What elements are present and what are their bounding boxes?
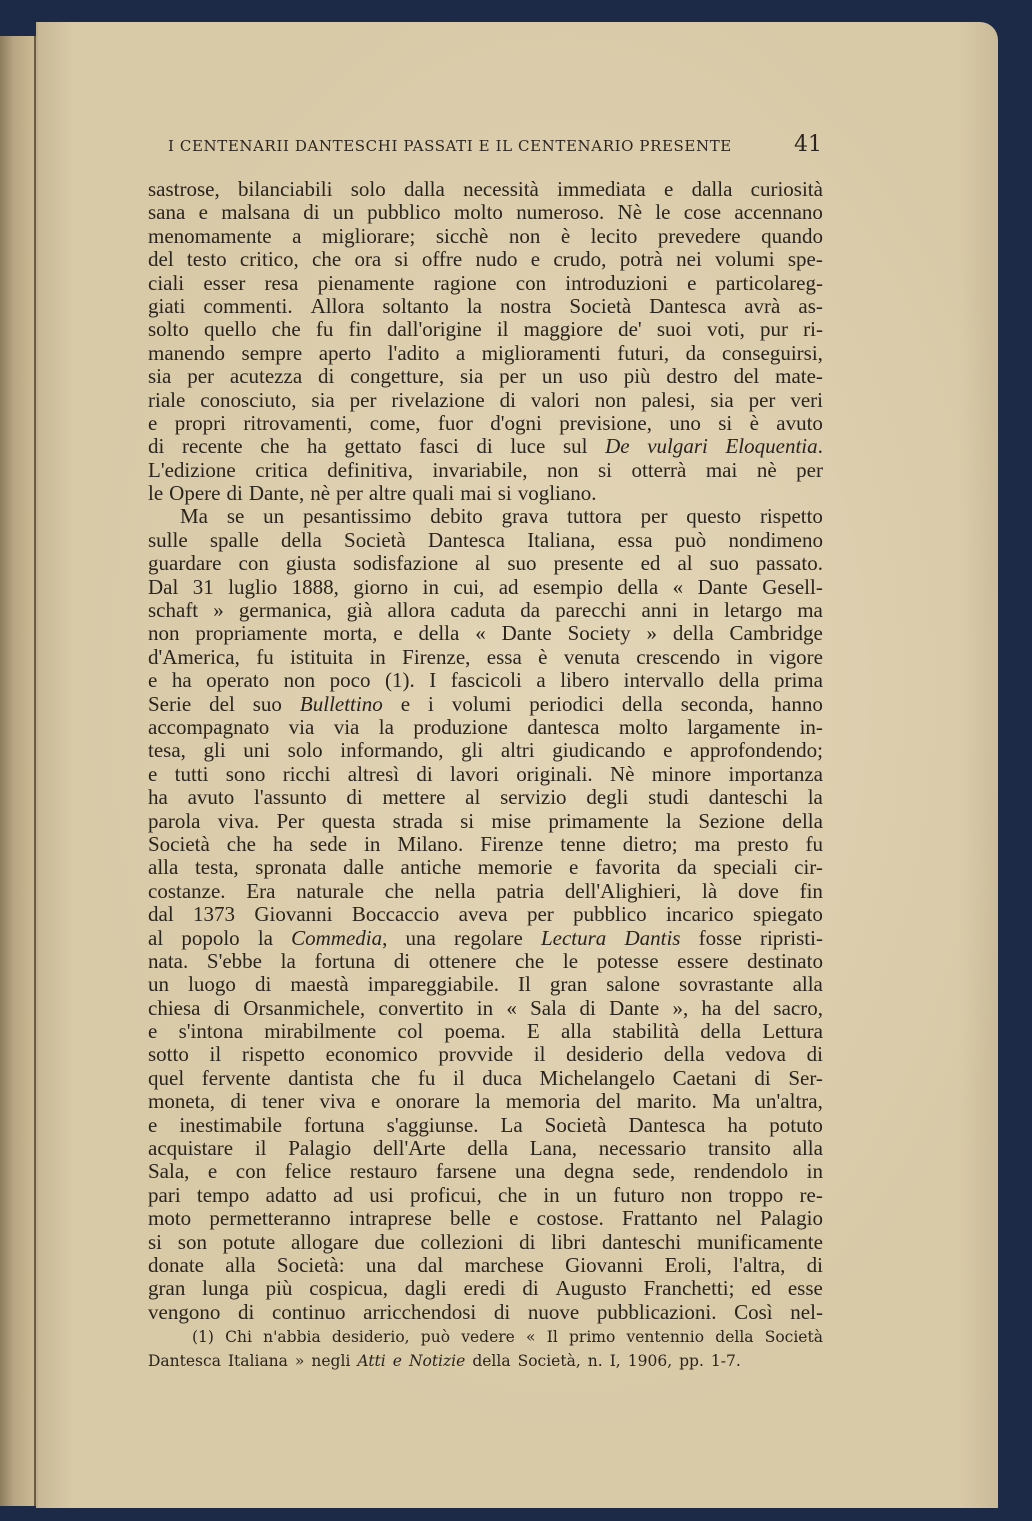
text-line: sulle spalle della Società Dantesca Italiana, essa può nondimeno: [148, 527, 823, 552]
text-line: acquistare il Palagio dell'Arte della Lana, necessario transito alla: [148, 1136, 823, 1161]
text-line: quel fervente dantista che fu il duca Michelangelo Caetani di Ser-: [148, 1065, 823, 1090]
page-number: 41: [794, 132, 822, 157]
text-line: e s'intona mirabilmente col poema. E alla stabilità della Lettura: [148, 1019, 823, 1044]
facing-page-edge: [0, 36, 36, 1506]
text-line: accompagnato via via la produzione dantesca molto largamente in-: [148, 714, 823, 739]
text-line: tesa, gli uni solo informando, gli altri giudicando e approfondendo;: [148, 738, 823, 763]
running-head: I CENTENARII DANTESCHI PASSATI E IL CENTENARIO PRESENTE: [168, 137, 732, 155]
text-line: vengono di continuo arricchendosi di nuove pubblicazioni. Così nel-: [148, 1299, 823, 1324]
text-line: al popolo la Commedia, una regolare Lectura Dantis fosse ripristi-: [148, 925, 823, 950]
text-line: guardare con giusta sodisfazione al suo presente ed al suo passato.: [148, 551, 823, 576]
text-line: riale conosciuto, sia per rivelazione di valori non palesi, sia per veri: [148, 387, 823, 412]
text-line: si son potute allogare due collezioni di libri danteschi munificamente: [148, 1229, 823, 1254]
text-line: Sala, e con felice restauro farsene una degna sede, rendendolo in: [148, 1159, 823, 1184]
text-line: Società che ha sede in Milano. Firenze tenne dietro; ma presto fu: [148, 831, 823, 856]
text-line: e inestimabile fortuna s'aggiunse. La Società Dantesca ha potuto: [148, 1112, 823, 1137]
page-header: [168, 134, 822, 160]
text-line: non propriamente morta, e della « Dante Society » della Cambridge: [148, 621, 823, 646]
text-line: di recente che ha gettato fasci di luce sul De vulgari Eloquentia.: [148, 434, 823, 459]
text-line: d'America, fu istituita in Firenze, essa è venuta crescendo in vigore: [148, 644, 823, 669]
text-line: e propri ritrovamenti, come, fuor d'ogni previsione, uno si è avuto: [148, 410, 823, 435]
text-line: Dal 31 luglio 1888, giorno in cui, ad esempio della « Dante Gesell-: [148, 574, 823, 599]
text-line: ha avuto l'assunto di mettere al servizio degli studi danteschi la: [148, 785, 823, 810]
text-line: moto permetteranno intraprese belle e costose. Frattanto nel Palagio: [148, 1206, 823, 1231]
text-line: sastrose, bilanciabili solo dalla necessità immediata e dalla curiosità: [148, 177, 823, 201]
text-line: schaft » germanica, già allora caduta da parecchi anni in letargo ma: [148, 598, 823, 623]
text-line: le Opere di Dante, nè per altre quali mai si vogliano.: [148, 481, 597, 506]
text-line: un luogo di maestà impareggiabile. Il gran salone sovrastante alla: [148, 972, 823, 997]
text-line: del testo critico, che ora si offre nudo e crudo, potrà nei volumi spe-: [148, 247, 823, 272]
text-line: ciali esser resa pienamente ragione con introduzioni e particolareg-: [148, 270, 823, 295]
text-line: costanze. Era naturale che nella patria dell'Alighieri, là dove fin: [148, 878, 823, 903]
text-line: dal 1373 Giovanni Boccaccio aveva per pubblico incarico spiegato: [148, 902, 823, 927]
text-line: giati commenti. Allora soltanto la nostra Società Dantesca avrà as-: [148, 293, 823, 318]
text-line: chiesa di Orsanmichele, convertito in « Sala di Dante », ha del sacro,: [148, 995, 823, 1020]
text-line: nata. S'ebbe la fortuna di ottenere che le potesse essere destinato: [148, 948, 823, 973]
text-line: menomamente a migliorare; sicchè non è lecito prevedere quando: [148, 223, 823, 248]
text-line: parola viva. Per questa strada si mise primamente la Sezione della: [148, 808, 823, 833]
body-text: [148, 178, 823, 1324]
text-line: moneta, di tener viva e onorare la memoria del marito. Ma un'altra,: [148, 1089, 823, 1114]
text-line: manendo sempre aperto l'adito a miglioramenti futuri, da conseguirsi,: [148, 340, 823, 365]
text-line: gran lunga più cospicua, dagli eredi di Augusto Franchetti; ed esse: [148, 1276, 823, 1301]
text-line: sana e malsana di un pubblico molto numeroso. Nè le cose accennano: [148, 200, 823, 225]
text-line: pari tempo adatto ad usi proficui, che in un futuro non troppo re-: [148, 1182, 823, 1207]
text-line: e ha operato non poco (1). I fascicoli a libero intervallo della prima: [148, 668, 823, 693]
text-line: L'edizione critica definitiva, invariabile, non si otterrà mai nè per: [148, 457, 823, 482]
text-line: sotto il rispetto economico provvide il desiderio della vedova di: [148, 1042, 823, 1067]
text-line: e tutti sono ricchi altresì di lavori originali. Nè minore importanza: [148, 761, 823, 786]
footnote-line: Dantesca Italiana » negli Atti e Notizie della Società, n. I, 1906, pp. 1-7.: [148, 1352, 741, 1370]
footnote: [148, 1325, 823, 1373]
text-line: solto quello che fu fin dall'origine il maggiore de' suoi voti, pur ri-: [148, 317, 823, 342]
text-line: alla testa, spronata dalle antiche memorie e favorita da speciali cir-: [148, 855, 823, 880]
text-line: donate alla Società: una dal marchese Giovanni Eroli, l'altra, di: [148, 1252, 823, 1277]
footnote-line: (1) Chi n'abbia desiderio, può vedere « Il primo ventennio della Società: [192, 1328, 823, 1346]
text-line: Serie del suo Bullettino e i volumi periodici della seconda, hanno: [148, 691, 823, 716]
text-line: sia per acutezza di congetture, sia per un uso più destro del mate-: [148, 364, 823, 389]
text-line: Ma se un pesantissimo debito grava tuttora per questo rispetto: [180, 504, 823, 529]
